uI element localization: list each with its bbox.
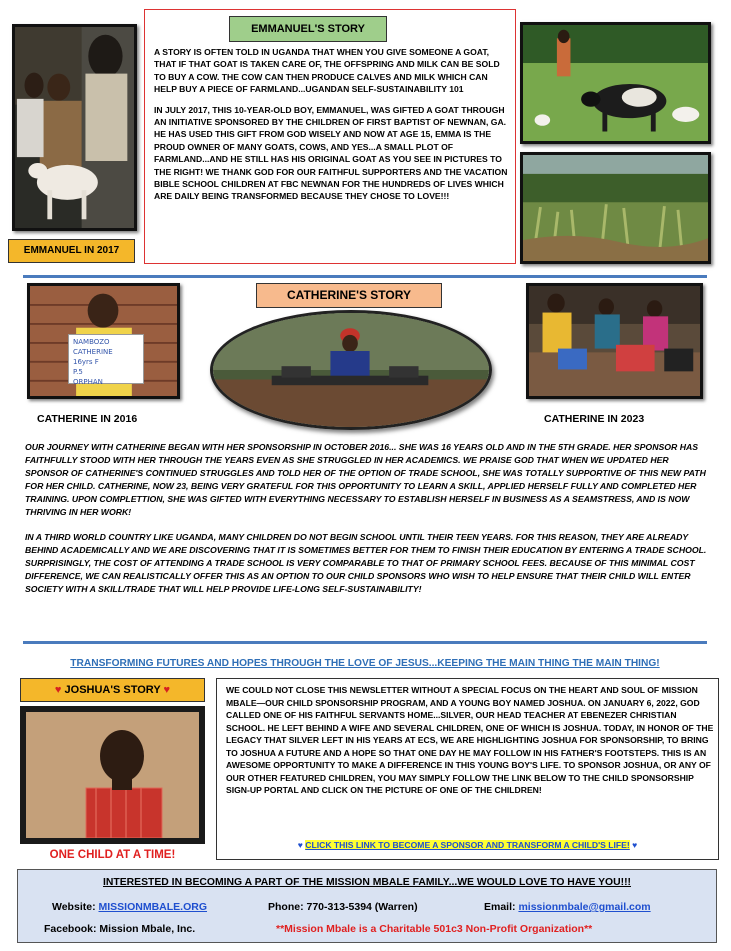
heart-icon: ♥: [163, 684, 171, 696]
joshua-paragraph: WE COULD NOT CLOSE THIS NEWSLETTER WITHOUT A SPECIAL FOCUS ON THE HEART AND SOUL OF MISSION MBALE—OUR CHILD SPONSORSHIP PROGRAM, AND A YOUNG BOY NAMED JOSHUA. ON JANUARY 6, 2022, GOD CALLED ONE OF HIS FAITHFUL SERVANTS HOME...SILVER, OUR HEAD TEACHER AT EBENEZER CHRISTIAN SCHOOL. HE LEFT BEHIND A WIFE AND SEVERAL CHILDREN, ONE OF WHICH IS JOSHUA. TODAY, IN HONOR OF THE LEGACY THAT SILVER LEFT IN HIS YEARS AT ECS, WE ARE HIGHLIGHTING JOSHUA FOR SPONSORSHIP, TO BRING TO JOSHUA A FUTURE AND A HOPE SO THAT ONE DAY HE MAY FOLLOW IN HIS FATHER'S FOOTSTEPS. THIS IS AN AWESOME OPPORTUNITY TO MAKE A DIFFERENCE IN THIS YOUNG BOY'S LIFE. TO SPONSOR JOSHUA, OR ANY OF OUR OTHER FEATURED CHILDREN, YOU MAY SIMPLY FOLLOW THE LINK BELOW TO THE CHILD SPONSORSHIP SIGN-UP PORTAL AND CLICK ON THE PICTURE OF ONE OF THE CHILDREN!: [226, 685, 714, 795]
footer-website: [52, 901, 207, 913]
sign-line-1: NAMBOZO CATHERINE: [73, 338, 113, 356]
emmanuel-text: [154, 46, 510, 203]
emmanuel-photo: [12, 24, 137, 231]
heart-icon: ♥: [297, 840, 303, 850]
catherine-oval-photo: [210, 310, 492, 430]
catherine-text: [25, 441, 709, 596]
joshua-photo: [26, 712, 199, 838]
email-label: Email:: [484, 901, 516, 913]
emmanuel-paragraph-1: A STORY IS OFTEN TOLD IN UGANDA THAT WHEN YOU GIVE SOMEONE A GOAT, THAT IF THAT GOAT IS TAKEN CARE OF, THE OFFSPRING AND MILK CAN BE SOLD TO BUY A COW. THE COW CAN THEN PRODUCE CALVES AND MILK WHICH CAN HELP BUY A PIECE OF FARMLAND...UGANDAN SELF-SUSTAINABILITY 101: [154, 47, 500, 95]
catherine-sign: [68, 334, 144, 384]
joshua-text: [226, 684, 714, 797]
footer-phone: Phone: 770-313-5394 (Warren): [268, 901, 418, 913]
sponsor-link-row[interactable]: [220, 840, 715, 850]
sponsor-link[interactable]: CLICK THIS LINK TO BECOME A SPONSOR AND TRANSFORM A CHILD'S LIFE!: [305, 840, 630, 850]
joshua-photo-frame: [20, 706, 205, 844]
footer-nonprofit: **Mission Mbale is a Charitable 501c3 Non-Profit Organization**: [276, 923, 593, 935]
section-divider-1: [23, 275, 707, 278]
emmanuel-caption: EMMANUEL IN 2017: [8, 239, 135, 263]
footer-headline: INTERESTED IN BECOMING A PART OF THE MISSION MBALE FAMILY...WE WOULD LOVE TO HAVE YOU!!!: [102, 877, 631, 888]
emmanuel-paragraph-2: IN JULY 2017, THIS 10-YEAR-OLD BOY, EMMANUEL, WAS GIFTED A GOAT THROUGH AN INITIATIVE SPONSORED BY THE CHILDREN OF FIRST BAPTIST OF NEWNAN, GA. HE HAS USED THIS GIFT FROM GOD WISELY AND NOW AT AGE 15, EMMA IS THE PROUD OWNER OF MANY GOATS, COWS, AND YES...A SMALL PLOT OF FARMLAND...AND HE STILL HAS HIS ORIGINAL GOAT AS YOU SEE IN PICTURES TO THE RIGHT! WE THANK GOD FOR OUR FAITHFUL SUPPORTERS AND THE VACATION BIBLE SCHOOL CHILDREN AT FBC NEWNAN FOR THE HUNDREDS OF LIVES WHICH ARE DAILY BEING TRANSFORMED BECAUSE THEY CHOSE TO LOVE!!!: [154, 104, 508, 202]
joshua-title-box: [20, 678, 205, 702]
catherine-2016-photo: [27, 283, 180, 399]
sign-line-3: P.5: [73, 368, 83, 376]
catherine-paragraph-2: IN A THIRD WORLD COUNTRY LIKE UGANDA, MANY CHILDREN DO NOT BEGIN SCHOOL UNTIL THEIR TEEN YEARS. FOR THIS REASON, THEY ARE ALREADY BEHIND ACADEMICALLY AND WE ARE DISCOVERING THAT IT IS SOMETIMES BETTER FOR THEM TO FINISH THEIR EDUCATION BY ENTERING A TRADE SCHOOL. SURPRISINGLY, THE COST OF ATTENDING A TRADE SCHOOL IS VERY COMPARABLE TO THAT OF PRIMARY SCHOOL FEES. BECAUSE OF THIS MINIMAL COST DIFFERENCE, WE CAN REALISTICALLY OFFER THIS AS AN OPTION TO OUR CHILD SPONSORS WHO WISH TO HELP ENSURE THAT THEIR CHILD WILL ENTER SOCIETY WITH A SKILL/TRADE THAT WILL HELP PROVIDE LIFE-LONG SELF-SUSTAINABILITY!: [25, 532, 707, 594]
heart-icon: ♥: [54, 684, 62, 696]
tagline: TRANSFORMING FUTURES AND HOPES THROUGH THE LOVE OF JESUS...KEEPING THE MAIN THING THE MAIN THING!: [70, 658, 660, 669]
website-link[interactable]: MISSIONMBALE.ORG: [98, 901, 208, 913]
catherine-title: CATHERINE'S STORY: [256, 283, 442, 308]
section-divider-2: [23, 641, 707, 644]
footer-email: [484, 901, 651, 913]
website-label: Website:: [52, 901, 96, 913]
sign-line-4: ORPHAN: [73, 378, 103, 386]
farmland-photo: [520, 152, 711, 264]
goat-photo: [520, 22, 711, 144]
catherine-paragraph-1: OUR JOURNEY WITH CATHERINE BEGAN WITH HER SPONSORSHIP IN OCTOBER 2016... SHE WAS 16 YEARS OLD AND IN THE 5TH GRADE. HER SPONSOR HAS FAITHFULLY STOOD WITH HER THROUGH THE YEARS EVEN AS SHE STRUGGLED IN HER ACADEMICS. WE PRAISE GOD THAT WHEN WE UPDATED HER SPONSOR OF CATHERINE'S CONTINUED STRUGGLES AND TOLD HER OF THE OPTION OF TRADE SCHOOL, SHE WAS TOTALLY SUPPORTIVE OF THIS NEW PATH FOR HER CHILD. CATHERINE, NOW 23, BEING VERY GRATEFUL FOR THIS OPPORTUNITY TO LEARN A SKILL, APPLIED HERSELF FULLY AND COMPLETED HER TRAINING. UPON COMPLETTION, SHE WAS GIFTED WITH EVERYTHING NECESSARY TO ESTABLISH HERSELF IN BUSINESS AS A SEAMSTRESS, AND IS NOW THRIVING IN HER WORK!: [25, 442, 706, 517]
joshua-title: JOSHUA'S STORY: [64, 684, 161, 696]
email-link[interactable]: missionmbale@gmail.com: [518, 901, 651, 913]
joshua-caption: ONE CHILD AT A TIME!: [49, 849, 176, 861]
emmanuel-title: EMMANUEL'S STORY: [229, 16, 387, 42]
footer-facebook: Facebook: Mission Mbale, Inc.: [44, 923, 196, 935]
heart-icon: ♥: [632, 840, 638, 850]
catherine-2023-caption: CATHERINE IN 2023: [544, 413, 645, 425]
catherine-2023-photo: [526, 283, 703, 399]
sign-line-2: 16yrs F: [73, 358, 99, 366]
catherine-2016-caption: CATHERINE IN 2016: [37, 413, 138, 425]
